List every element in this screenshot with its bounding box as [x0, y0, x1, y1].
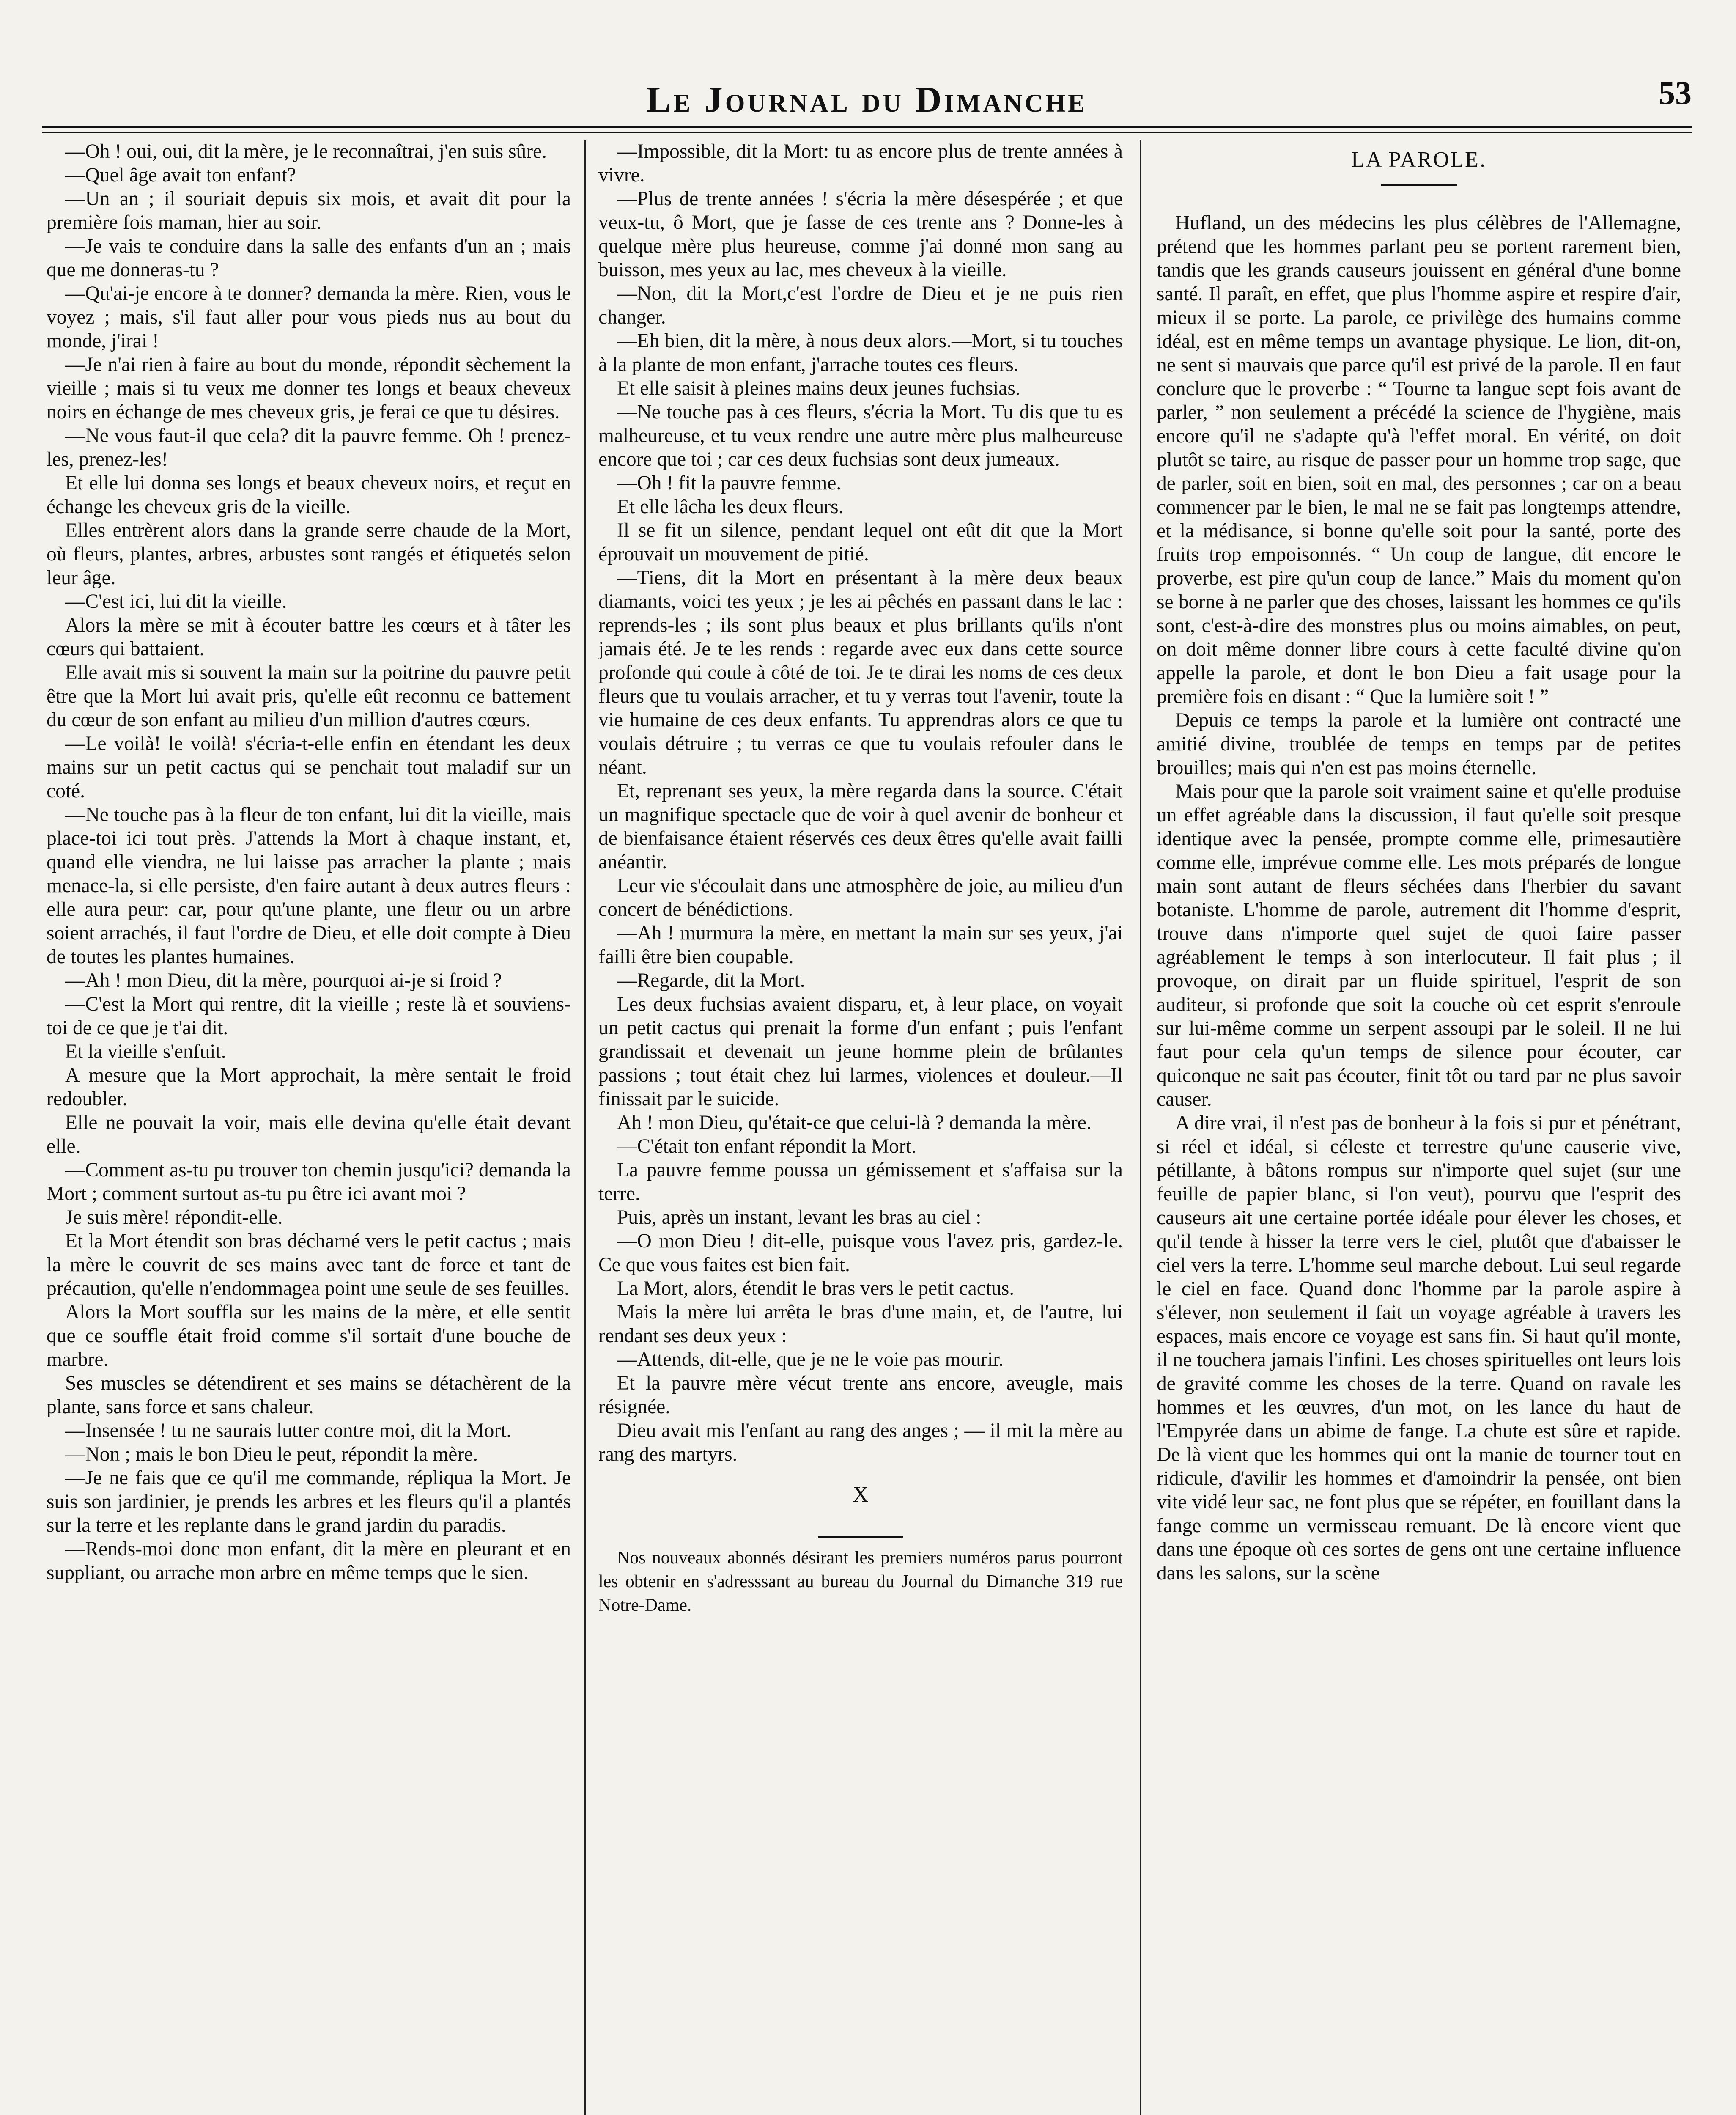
- paragraph: Et la pauvre mère vécut trente ans encore, aveugle, mais résignée.: [598, 1372, 1123, 1418]
- paragraph: A mesure que la Mort approchait, la mère sentait le froid redoubler.: [47, 1064, 571, 1110]
- paragraph: —O mon Dieu ! dit-elle, puisque vous l'avez pris, gardez-le. Ce que vous faites est bien fait.: [598, 1230, 1123, 1276]
- paragraph: —Oh ! fit la pauvre femme.: [617, 472, 842, 494]
- paragraph: Il se fit un silence, pendant lequel ont eût dit que la Mort éprouvait un mouvement de pitié.: [598, 519, 1123, 565]
- paragraph: —C'est la Mort qui rentre, dit la vieille ; reste là et souviens-toi de ce que je t'ai dit.: [47, 993, 571, 1039]
- masthead: [42, 74, 1692, 133]
- paragraph: —C'est ici, lui dit la vieille.: [65, 591, 287, 613]
- paragraph: Et elle lâcha les deux fleurs.: [617, 496, 844, 518]
- column-divider: [1140, 140, 1141, 2115]
- paragraph: Ah ! mon Dieu, qu'était-ce que celui-là ? demanda la mère.: [617, 1112, 1092, 1134]
- paragraph: Puis, après un instant, levant les bras au ciel :: [617, 1206, 982, 1228]
- paragraph: —Je ne fais que ce qu'il me commande, répliqua la Mort. Je suis son jardinier, je prends les arbres et les fleurs qu'il a plantés sur la terre et les replante dans le grand jardin du paradis.: [47, 1467, 571, 1536]
- paragraph: A dire vrai, il n'est pas de bonheur à la fois si pur et pénétrant, si réel et idéal, si céleste et terrestre qu'une causerie vive, pétillante, à bâtons rompus sur n'importe quel sujet (sur une feuille de papier blanc, si l'on veut), pourvu que l'esprit des causeurs ait une certaine portée idéale pour élever les choses, et qu'il tende à hisser la terre vers le ciel, plutôt que d'abaisser le ciel vers la terre. L'homme seul marche debout. Lui seul regarde le ciel en face. Quand donc l'homme par la parole aspire à s'élever, non seulement il fait un voyage agréable à travers les espaces, mais encore ce voyage est sans fin. Si haut qu'il monte, il ne touchera jamais l'infini. Les choses spirituelles ont leurs lois de gravité comme les choses de la terre. Quand on ravale les hommes et les œuvres, d'un mot, on les lance du haut de l'Empyrée dans un abime de fange. La chute est sûre et rapide. De là vient que les hommes qui ont la manie de tourner tout en ridicule, d'avilir les hommes et d'amoindrir la pensée, ont bien vite vidé leur sac, ne font plus que se répéter, en fouillant dans la fange comme un vermisseau remuant. De là encore vient que dans une époque où ces sortes de gens ont une certaine influence dans les salons, sur la scène: [1157, 1112, 1681, 1584]
- paragraph: —Ne touche pas à la fleur de ton enfant, lui dit la vieille, mais place-toi ici tout près. J'attends la Mort à chaque instant, et, quand elle viendra, ne lui laisse pas arracher la plante ; mais menace-la, si elle persiste, d'en faire autant à deux autres fleurs : elle aura peur: car, pour qu'une plante, une fleur ou un arbre soient arrachés, il faut l'ordre de Dieu, et elle doit compte à Dieu de toutes les plantes humaines.: [47, 804, 571, 968]
- paragraph: La pauvre femme poussa un gémissement et s'affaisa sur la terre.: [598, 1159, 1123, 1205]
- paragraph: —Oh ! oui, oui, dit la mère, je le reconnaîtrai, j'en suis sûre.: [65, 140, 547, 162]
- paragraph: —Tiens, dit la Mort en présentant à la mère deux beaux diamants, voici tes yeux ; je les ai pêchés en passant dans le lac : reprends-les ; ils sont plus beaux et plus brillants qu'ils n'ont jamais été. Je te les rends : regarde avec eux dans cette source profonde qui coule à côté de toi. Je te dirai les noms de ces deux fleurs que tu voulais arracher, et tu y verras tout l'avenir, toute la vie humaine de ces deux enfants. Tu apprendras alors ce que tu voulais détruire ; tu verras ce que tu voulais refouler dans le néant.: [598, 567, 1123, 778]
- paragraph: —Un an ; il souriait depuis six mois, et avait dit pour la première fois maman, hier au soir.: [47, 188, 571, 233]
- paragraph: —Non, dit la Mort,c'est l'ordre de Dieu et je ne puis rien changer.: [598, 283, 1123, 328]
- paragraph: Mais pour que la parole soit vraiment saine et qu'elle produise un effet agréable dans la discussion, il faut qu'elle soit presque identique avec la pensée, prompte comme elle, primesautière comme elle, imprévue comme elle. Les mots préparés de longue main sont autant de fleurs séchées dans l'herbier du savant botaniste. L'homme de parole, autrement dit l'homme d'esprit, trouve dans n'importe quel sujet de quoi faire passer agréablement le temps à son interlocuteur. Il fait plus ; il provoque, on dirait par un fluide spirituel, l'esprit de son auditeur, si profonde que soit la couche où cet esprit s'enroule sur lui-même comme un serpent assoupi par le soleil. Il ne lui faut pour cela qu'un temps de silence pour écouter, car quiconque ne sait pas écouter, finit tôt ou tard par ne plus savoir causer.: [1157, 780, 1681, 1110]
- paragraph: —Ne vous faut-il que cela? dit la pauvre femme. Oh ! prenez-les, prenez-les!: [47, 425, 571, 470]
- paragraph: Je suis mère! répondit-elle.: [65, 1206, 283, 1228]
- paragraph: —Ne touche pas à ces fleurs, s'écria la Mort. Tu dis que tu es malheureuse, et tu veux rendre une autre mère plus malheureuse encore que toi ; car ces deux fuchsias sont deux jumeaux.: [598, 401, 1123, 470]
- paragraph: —Ah ! mon Dieu, dit la mère, pourquoi ai-je si froid ?: [65, 970, 502, 992]
- newspaper-title: Le Journal du Dimanche: [646, 79, 1088, 120]
- column-2: [598, 140, 1123, 2115]
- paragraph: Depuis ce temps la parole et la lumière ont contracté une amitié divine, troublée de temps en temps par de petites brouilles; mais qui n'en est pas moins éternelle.: [1157, 709, 1681, 779]
- paragraph: —Eh bien, dit la mère, à nous deux alors.—Mort, si tu touches à la plante de mon enfant, j'arrache toutes ces fleurs.: [598, 330, 1123, 376]
- paragraph: Alors la Mort souffla sur les mains de la mère, et elle sentit que ce souffle était froid comme s'il sortait d'une bouche de marbre.: [47, 1301, 571, 1371]
- masthead-rule: [42, 126, 1692, 128]
- heading-rule: [1381, 184, 1457, 186]
- paragraph: —Je n'ai rien à faire au bout du monde, répondit sèchement la vieille ; mais si tu veux me donner tes longs et beaux cheveux noirs en échange de mes cheveux gris, je ferai ce que tu désires.: [47, 354, 571, 423]
- page-number: 53: [1659, 74, 1692, 111]
- paragraph: Et la vieille s'enfuit.: [65, 1041, 226, 1063]
- column-2-body: [598, 140, 1123, 1466]
- paragraph: —Comment as-tu pu trouver ton chemin jusqu'ici? demanda la Mort ; comment surtout as-tu pu être ici avant moi ?: [47, 1159, 571, 1205]
- subscriber-notice: [598, 1546, 1123, 1617]
- paragraph: Ses muscles se détendirent et ses mains se détachèrent de la plante, sans force et sans chaleur.: [47, 1372, 571, 1418]
- paragraph: —Insensée ! tu ne saurais lutter contre moi, dit la Mort.: [65, 1420, 512, 1442]
- paragraph: Leur vie s'écoulait dans une atmosphère de joie, au milieu d'un concert de bénédictions.: [598, 875, 1123, 920]
- separator-rule: [818, 1536, 903, 1538]
- paragraph: —Plus de trente années ! s'écria la mère désespérée ; et que veux-tu, ô Mort, que je fasse de ces trente ans ? Donne-les à quelque mère plus heureuse, comme j'ai donné mon sang au buisson, mes yeux au lac, mes cheveux à la vieille.: [598, 188, 1123, 281]
- paragraph: —Je vais te conduire dans la salle des enfants d'un an ; mais que me donneras-tu ?: [47, 235, 571, 281]
- column-divider: [584, 140, 586, 2115]
- paragraph: —Regarde, dit la Mort.: [617, 970, 805, 992]
- paragraph: Hufland, un des médecins les plus célèbres de l'Allemagne, prétend que les hommes parlant peu se portent rarement bien, tandis que les grands causeurs jouissent en général d'une bonne santé. Il paraît, en effet, que plus l'homme aspire et respire d'air, mieux il se porte. La parole, ce privilège des humains comme idéal, est en même temps un avantage physique. Le lion, dit-on, ne sent si mauvais que parce qu'il est privé de la parole. Il en faut conclure que le proverbe : “ Tourne ta langue sept fois avant de parler, ” non seulement a précédé la science de l'hygiène, mais encore qu'il ne s'adapte qu'à l'effet moral. En vérité, on doit plutôt se taire, au risque de passer pour un homme trop sage, que de parler, soit en bien, soit en mal, des personnes ; car on a beau commencer par le bien, le mal ne se fait pas longtemps attendre, et la médisance, si bonne qu'elle soit pour la santé, porte des fruits trop empoisonnés. “ Un coup de langue, dit encore le proverbe, est pire qu'un coup de lance.” Mais du moment qu'on se borne à ne parler que des choses, laissant les hommes ce qu'ils sont, c'est-à-dire des monstres plus ou moins aimables, on peut, on doit même donner libre cours à cette faculté divine qu'on appelle la parole, et dont le bon Dieu a fait usage pour la première fois en disant : “ Que la lumière soit ! ”: [1157, 212, 1681, 708]
- article-heading: LA PAROLE.: [1351, 148, 1486, 172]
- paragraph: —Ah ! murmura la mère, en mettant la main sur ses yeux, j'ai failli être bien coupable.: [598, 922, 1123, 968]
- paragraph: Les deux fuchsias avaient disparu, et, à leur place, on voyait un petit cactus qui prenait la forme d'un enfant ; puis l'enfant grandissait et devenait un jeune homme plein de brûlantes passions ; tout était chez lui larmes, violences et douleur.—Il finissait par le suicide.: [598, 993, 1123, 1110]
- paragraph: Mais la mère lui arrêta le bras d'une main, et, de l'autre, lui rendant ses deux yeux :: [598, 1301, 1123, 1347]
- paragraph: —C'était ton enfant répondit la Mort.: [617, 1135, 916, 1157]
- paragraph: —Impossible, dit la Mort: tu as encore plus de trente années à vivre.: [598, 140, 1123, 186]
- paragraph: Alors la mère se mit à écouter battre les cœurs et à tâter les cœurs qui battaient.: [47, 614, 571, 660]
- column-1: [47, 140, 571, 2115]
- paragraph: Elles entrèrent alors dans la grande serre chaude de la Mort, où fleurs, plantes, arbres, arbustes sont rangés et étiquetés selon leur âge.: [47, 519, 571, 589]
- paragraph: —Non ; mais le bon Dieu le peut, répondit la mère.: [65, 1443, 478, 1465]
- paragraph: Elle ne pouvait la voir, mais elle devina qu'elle était devant elle.: [47, 1112, 571, 1157]
- paragraph: Et, reprenant ses yeux, la mère regarda dans la source. C'était un magnifique spectacle que de voir à quel avenir de bonheur et de bienfaisance étaient réservés ces deux êtres qu'elle avait failli anéantir.: [598, 780, 1123, 873]
- paragraph: Et elle lui donna ses longs et beaux cheveux noirs, et reçut en échange les cheveux gris de la vieille.: [47, 472, 571, 518]
- paragraph: Elle avait mis si souvent la main sur la poitrine du pauvre petit être que la Mort lui avait pris, qu'elle eût reconnu ce battement du cœur de son enfant au milieu d'un million d'autres cœurs.: [47, 662, 571, 731]
- notice-text: Nos nouveaux abonnés désirant les premiers numéros parus pourront les obtenir en s'adresssant au bureau du Journal du Dimanche 319 rue Notre-Dame.: [598, 1548, 1123, 1615]
- paragraph: Et la Mort étendit son bras décharné vers le petit cactus ; mais la mère le couvrit de ses mains avec tant de force et tant de précaution, qu'elle n'endommagea point une seule de ses feuilles.: [47, 1230, 571, 1299]
- paragraph: La Mort, alors, étendit le bras vers le petit cactus.: [617, 1277, 1015, 1299]
- paragraph: Dieu avait mis l'enfant au rang des anges ; — il mit la mère au rang des martyrs.: [598, 1420, 1123, 1465]
- paragraph: —Attends, dit-elle, que je ne le voie pas mourir.: [617, 1349, 1004, 1371]
- paragraph: —Qu'ai-je encore à te donner? demanda la mère. Rien, vous le voyez ; mais, s'il faut aller pour vous pieds nus au bout du monde, j'irai !: [47, 283, 571, 352]
- author-signature: X: [853, 1483, 869, 1507]
- paragraph: —Rends-moi donc mon enfant, dit la mère en pleurant et en suppliant, ou arrache mon arbre en même temps que le sien.: [47, 1538, 571, 1584]
- column-3: [1157, 140, 1681, 2115]
- masthead-rule-thin: [42, 132, 1692, 133]
- paragraph: —Le voilà! le voilà! s'écria-t-elle enfin en étendant les deux mains sur un petit cactus qui se penchait tout maladif sur un coté.: [47, 733, 571, 802]
- paragraph: —Quel âge avait ton enfant?: [65, 164, 296, 186]
- column-3-body: [1157, 211, 1681, 1585]
- paragraph: Et elle saisit à pleines mains deux jeunes fuchsias.: [617, 377, 1020, 399]
